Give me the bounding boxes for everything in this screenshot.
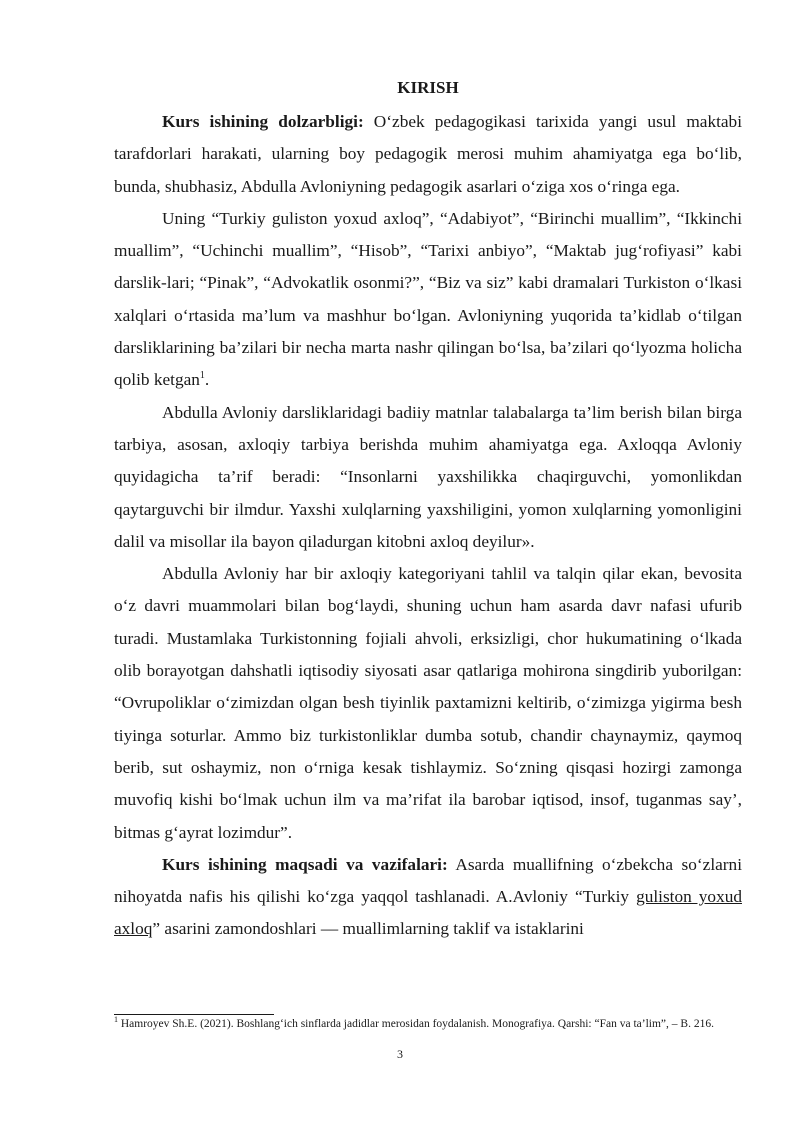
paragraph-textbooks <box>114 397 742 558</box>
paragraph-textbooks-text: Abdulla Avloniy darsliklaridagi badiiy matnlar talabalarga ta’lim berish bilan birga tarbiya, asosan, axloqiy tarbiya berishda muhim ahamiyatga ega. Axloqqa Avloniy quyidagicha ta’rif beradi: “Insonlarni yaxshilikka chaqirguvchi, yomonlikdan qaytarguvchi bir ilmdur. Yaxshi xulqlarning yaxshiligini, yomon xulqlarning yomonligini dalil va misollar ila bayon qiladurgan kitobni axloq deyilur». <box>114 402 742 551</box>
footnote-marker: 1 <box>114 1015 118 1025</box>
paragraph-relevance-text: O‘zbek pedagogikasi tarixida yangi usul maktabi tarafdorlari harakati, ularning boy pedagogik merosi muhim ahamiyatga ega bo‘lib, bunda, shubhasiz, Abdulla Avloniyning pedagogik asarlari o‘ziga xos o‘ringa ega. <box>114 112 742 196</box>
underlined-title: guliston yoxud axloq <box>114 887 742 939</box>
paragraph-goals <box>114 849 742 946</box>
page-number: 3 <box>397 1047 403 1061</box>
footnote <box>114 1017 742 1032</box>
paragraph-relevance-lead: Kurs ishining dolzarbligi: <box>162 112 364 131</box>
paragraph-works-text: Uning “Turkiy guliston yoxud axloq”, “Adabiyot”, “Birinchi muallim”, “Ikkinchi muallim”, “Uchinchi muallim”, “Hisob”, “Tarixi anbiyo”, “Maktab jug‘rofiyasi” kabi darslik-lari; “Pinak”, “Advokatlik osonmi?”, “Biz va siz” kabi dramalari Turkiston o‘lkasi xalqlari o‘rtasida ma’lum va mashhur bo‘lgan. Avloniyning yuqorida ta’kidlab o‘tilgan darsliklarining ba’zilari bir necha marta nashr qilingan bo‘lsa, ba’zilari qo‘lyozma holicha qolib ketgan <box>114 208 742 390</box>
paragraph-works <box>114 203 742 397</box>
paragraph-goals-end: ” asarini zamondoshlari — muallimlarning taklif va istaklarini <box>152 919 584 939</box>
document-body <box>114 72 742 946</box>
paragraph-categories-text: Abdulla Avloniy har bir axloqiy kategoriyani tahlil va talqin qilar ekan, bevosita o‘z davri muammolari bilan bog‘laydi, shuning uchun ham asarda davr nafasi ufurib turadi. Mustamlaka Turkistonning fojiali ahvoli, erksizligi, chor hukumatining o‘lkada olib borayotgan dahshatli iqtisodiy siyosati asar qatlariga mohirona singdirib yuborilgan: “Ovrupoliklar o‘zimizdan olgan besh tiyinlik paxtamizni keltirib, o‘zimizga yigirma besh tiyinga soturlar. Ammo biz turkistonliklar dumba sotub, chandir chaynaymiz, qaymoq berib, sut oshaymiz, non o‘rniga kesak tishlaymiz. So‘zning qisqasi hozirgi zamonga muvofiq kishi bo‘lmak uchun ilm va ma’rifat ila barobar iqtisod, insof, tuganmas say’, bitmas g‘ayrat lozimdur”. <box>114 564 742 842</box>
footnote-separator <box>114 1014 274 1015</box>
paragraph-relevance <box>114 106 742 203</box>
section-heading: KIRISH <box>397 78 459 97</box>
paragraph-categories <box>114 558 742 849</box>
paragraph-goals-text: Asarda muallifning o‘zbekcha so‘zlarni nihoyatda nafis his qilishi ko‘zga yaqqol tashlanadi. A.Avloniy “Turkiy <box>114 854 742 907</box>
footnote-reference[interactable]: 1 <box>199 370 205 382</box>
paragraph-goals-lead: Kurs ishining maqsadi va vazifalari: <box>162 854 448 874</box>
paragraph-works-end: . <box>204 370 210 390</box>
footnote-text: Hamroyev Sh.E. (2021). Boshlang‘ich sinflarda jadidlar merosidan foydalanish. Monografiya. Qarshi: “Fan va ta’lim”, – B. 216. <box>118 1018 714 1030</box>
